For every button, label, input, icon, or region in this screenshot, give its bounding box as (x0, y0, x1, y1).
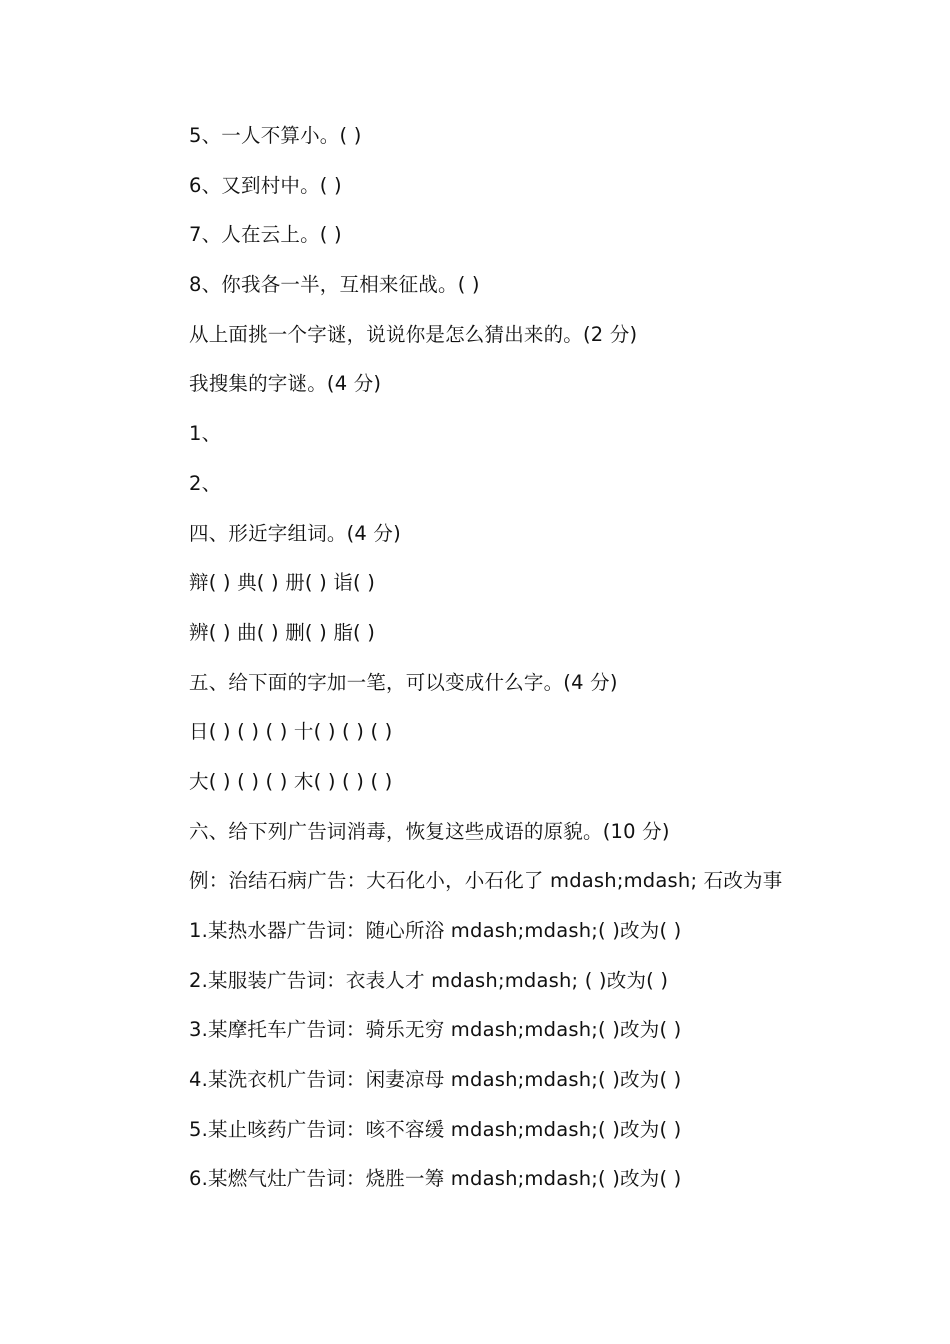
add-stroke-row-1: 日( ) ( ) ( ) 十( ) ( ) ( ) (189, 720, 393, 744)
document-body (189, 116, 869, 1209)
riddle-7: 7、人在云上。( ) (189, 223, 342, 247)
riddle-8: 8、你我各一半，互相来征战。( ) (189, 273, 480, 297)
similar-chars-row-1: 辩( ) 典( ) 册( ) 诣( ) (189, 571, 376, 595)
ad-item-4: 4.某洗衣机广告词：闲妻凉母 mdash;mdash;( )改为( ) (189, 1068, 682, 1092)
ad-item-1: 1.某热水器广告词：随心所浴 mdash;mdash;( )改为( ) (189, 919, 682, 942)
ad-item-3: 3.某摩托车广告词：骑乐无穷 mdash;mdash;( )改为( ) (189, 1018, 682, 1042)
section-6-heading: 六、给下列广告词消毒，恢复这些成语的原貌。(10 分) (189, 819, 670, 843)
riddle-5: 5、一人不算小。( ) (189, 124, 362, 147)
collected-riddle-1: 1、 (189, 422, 222, 446)
ad-example: 例：治结石病广告：大石化小，小石化了 mdash;mdash; 石改为事 (189, 869, 783, 893)
riddle-explain-question: 从上面挑一个字谜，说说你是怎么猜出来的。(2 分) (189, 322, 638, 346)
add-stroke-row-2: 大( ) ( ) ( ) 木( ) ( ) ( ) (189, 769, 393, 793)
ad-item-5: 5.某止咳药广告词：咳不容缓 mdash;mdash;( )改为( ) (189, 1117, 682, 1141)
ad-item-2: 2.某服装广告词：衣表人才 mdash;mdash; ( )改为( ) (189, 968, 669, 992)
ad-item-6: 6.某燃气灶广告词：烧胜一筹 mdash;mdash;( )改为( ) (189, 1167, 682, 1191)
similar-chars-row-2: 辨( ) 曲( ) 删( ) 脂( ) (189, 620, 376, 644)
riddle-6: 6、又到村中。( ) (189, 173, 342, 197)
section-4-heading: 四、形近字组词。(4 分) (189, 521, 401, 545)
collected-riddle-2: 2、 (189, 471, 222, 495)
section-5-heading: 五、给下面的字加一笔，可以变成什么字。(4 分) (189, 670, 618, 694)
collected-riddles-heading: 我搜集的字谜。(4 分) (189, 372, 382, 396)
